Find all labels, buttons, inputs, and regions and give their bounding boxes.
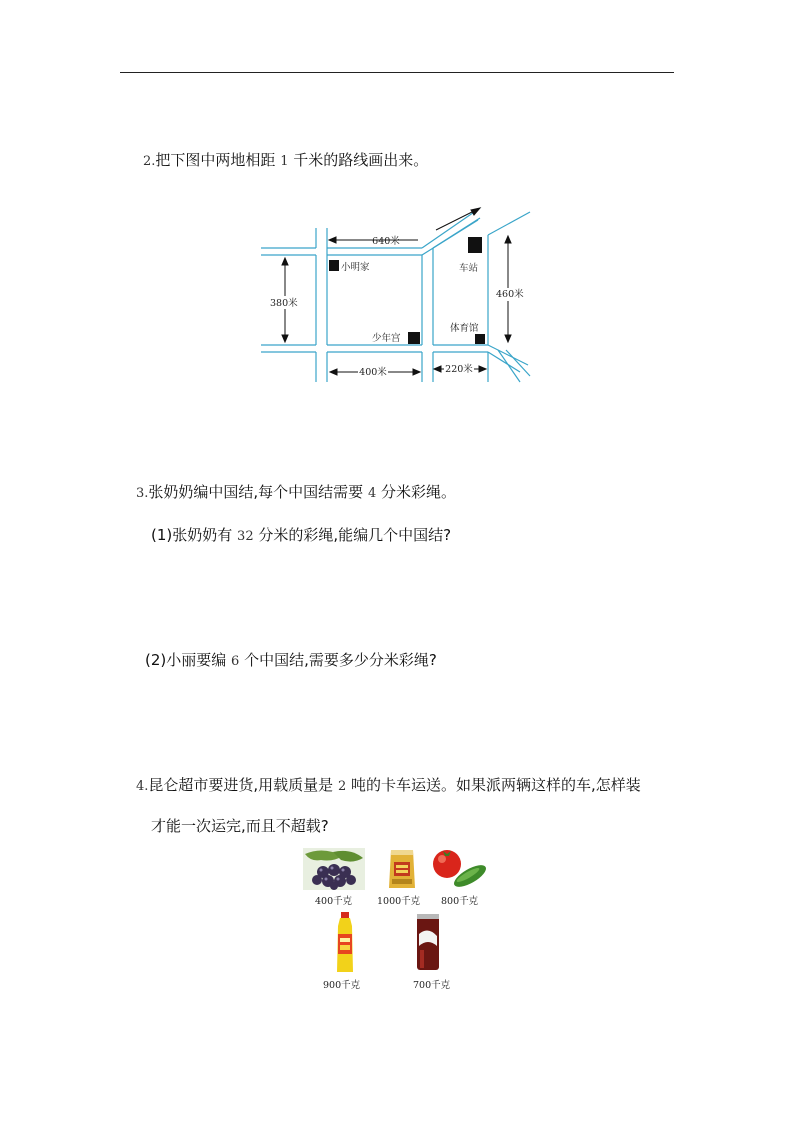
question-4-line-2: 才能一次运完,而且不超载? (151, 817, 329, 835)
sub-1-text-a: 张奶奶有 (172, 526, 233, 544)
question-3-sub-2 (145, 650, 437, 672)
label-station: 车站 (459, 263, 479, 274)
dist-left: 380米 (270, 298, 298, 309)
drink-can-weight: 700千克 (413, 980, 451, 991)
question-2-value: 1 (280, 154, 289, 169)
question-3-value: 4 (367, 486, 377, 501)
dist-bottom-right: 220米 (445, 364, 473, 375)
drink-can-icon (415, 912, 441, 972)
question-4 (136, 775, 641, 797)
dist-top: 640米 (372, 236, 400, 247)
question-4-number: 4. (136, 779, 149, 794)
label-xiaoming-home: 小明家 (341, 262, 370, 273)
question-4-text-b: 吨的卡车运送。如果派两辆这样的车,怎样装 (351, 776, 641, 794)
question-3-sub-1 (151, 525, 451, 547)
header-rule (120, 72, 674, 73)
question-4-text-a: 昆仑超市要进货,用载质量是 (148, 776, 334, 794)
oil-bottle-weight: 900千克 (323, 980, 361, 991)
dist-bottom-left: 400米 (359, 367, 387, 378)
dist-right: 460米 (496, 289, 524, 300)
tomato-cucumber-weight: 800千克 (441, 896, 479, 907)
oil-bottle-icon (334, 912, 356, 974)
grapes-weight: 400千克 (315, 896, 353, 907)
youth-palace-marker (408, 332, 420, 344)
grapes-icon (303, 848, 365, 890)
map-roads (261, 208, 530, 382)
sub-2-label: (2) (145, 651, 167, 669)
label-gym: 体育馆 (450, 323, 479, 334)
rice-bag-icon (387, 848, 417, 890)
question-3-number: 3. (136, 486, 149, 501)
route-map (258, 200, 538, 385)
rice-bag-weight: 1000千克 (377, 896, 421, 907)
question-2-number: 2. (143, 154, 156, 169)
question-4-value: 2 (337, 779, 347, 794)
question-2-text: 把下图中两地相距 (155, 151, 276, 169)
question-2 (143, 150, 428, 172)
sub-2-value: 6 (231, 654, 240, 669)
xiaoming-home-marker (329, 260, 339, 271)
question-3-text-a: 张奶奶编中国结,每个中国结需要 (148, 483, 364, 501)
sub-1-value: 32 (237, 529, 254, 544)
gym-marker (475, 334, 485, 344)
question-3 (136, 482, 456, 504)
sub-2-text-a: 小丽要编 (166, 651, 227, 669)
label-youth-palace: 少年宫 (372, 333, 401, 344)
sub-1-text-b: 分米的彩绳,能编几个中国结? (258, 526, 452, 544)
sub-1-label: (1) (151, 526, 173, 544)
tomato-cucumber-icon (430, 848, 490, 890)
question-3-text-b: 分米彩绳。 (381, 483, 457, 501)
question-2-text-end: 千米的路线画出来。 (293, 151, 429, 169)
station-marker (468, 237, 482, 253)
sub-2-text-b: 个中国结,需要多少分米彩绳? (244, 651, 437, 669)
